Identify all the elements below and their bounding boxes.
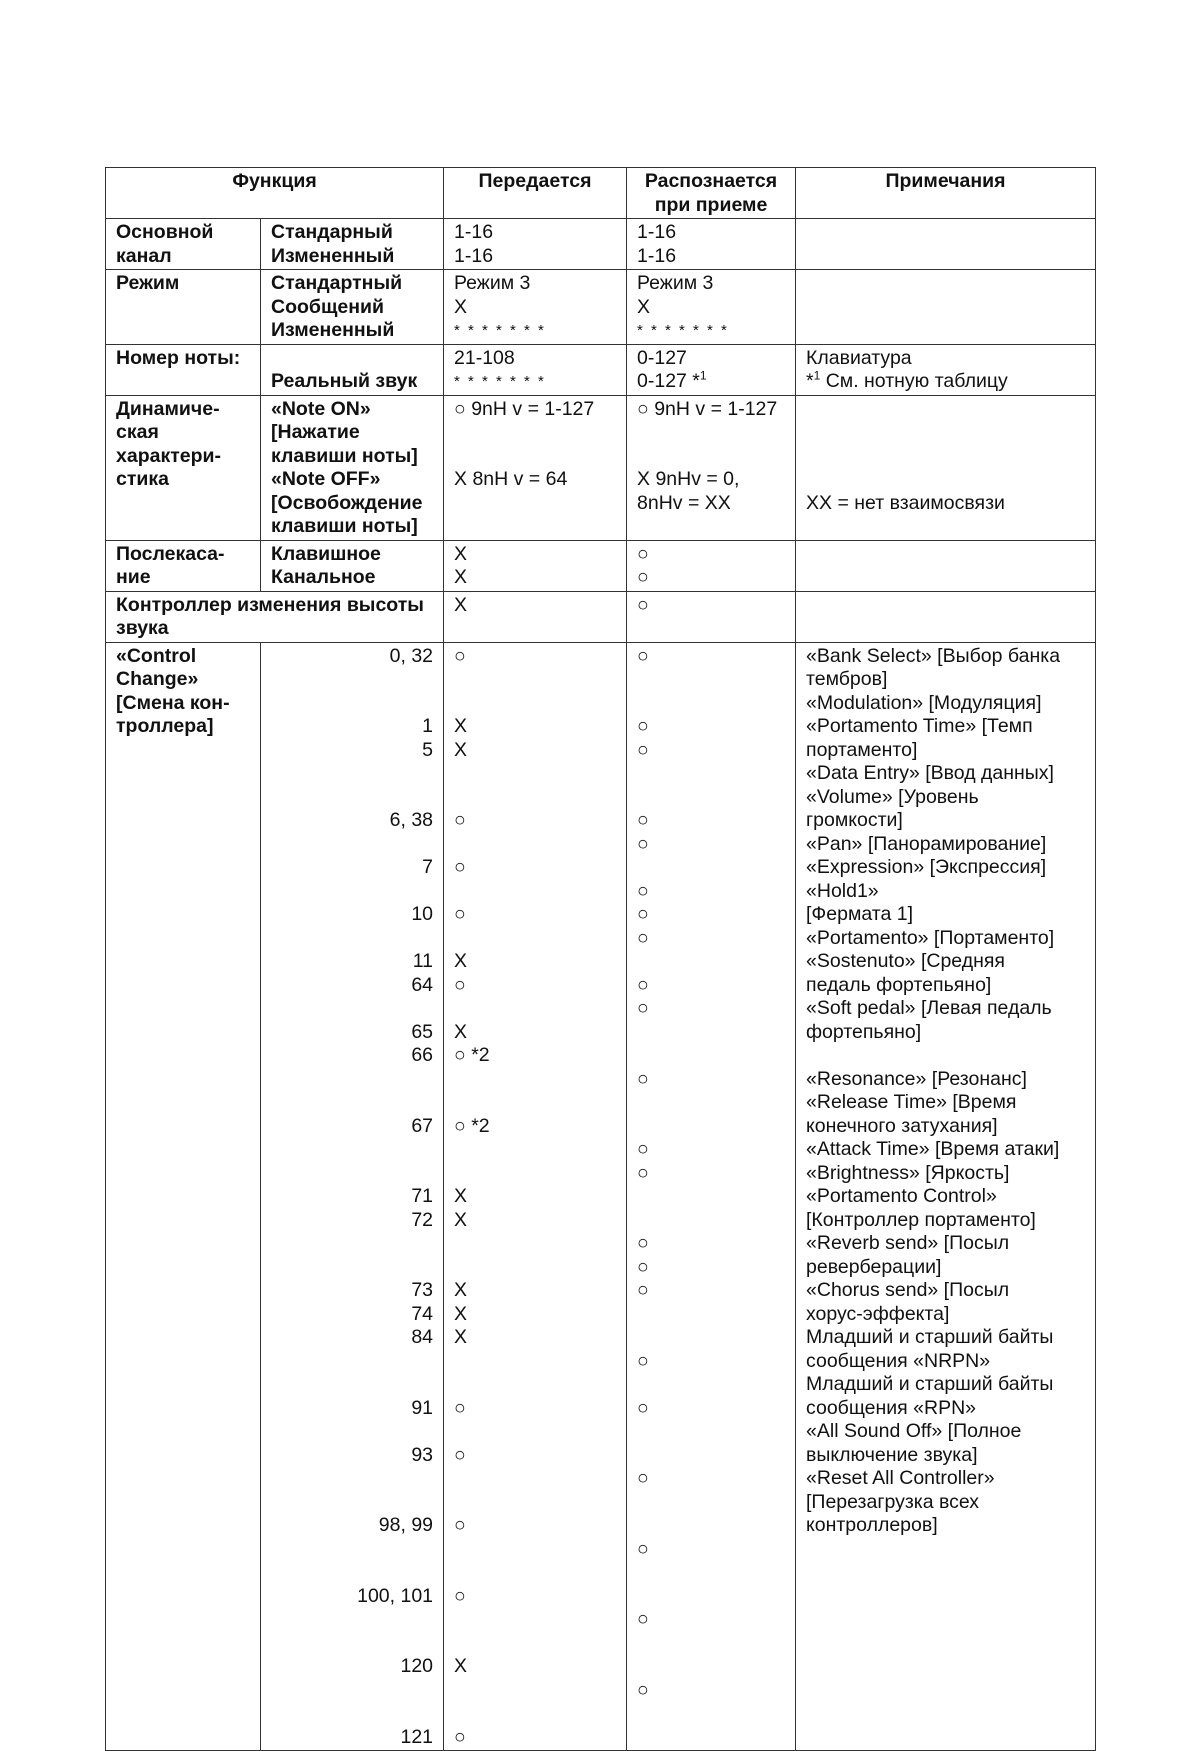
velocity-tx-off: X 8nH v = 64 xyxy=(454,468,568,490)
note-number-label: Номер ноты: xyxy=(106,344,261,395)
aftertouch-rx: ○ ○ xyxy=(627,540,796,591)
basic-channel-sub: Стандарный Измененный xyxy=(261,219,444,270)
aftertouch-tx: X X xyxy=(444,540,627,591)
note-number-remarks xyxy=(796,344,1096,395)
row-mode xyxy=(106,270,1096,345)
mode-rx-values: Режим 3 X xyxy=(637,272,714,318)
control-change-numbers: 0, 32 1 5 6, 38 7 10 11 64 65 66 67 71 72 73 74 84 91 93 98, 99 100, 101 120 121 xyxy=(261,642,444,1751)
velocity-tx-on: ○ 9nH v = 1-127 xyxy=(454,397,595,420)
note-number-tx-range: 21-108 xyxy=(454,346,515,369)
row-velocity xyxy=(106,395,1096,540)
row-aftertouch xyxy=(106,540,1096,591)
velocity-rx xyxy=(627,395,796,540)
note-number-rx-true: 0-127 *$^1$ xyxy=(637,368,707,392)
note-number-tx-stars: * * * * * * * xyxy=(454,373,546,390)
control-change-tx: ○ X X ○ ○ ○ X ○ X ○ *2 ○ *2 X X X X X ○ ○ ○ ○ X ○ xyxy=(444,642,627,1751)
velocity-remarks xyxy=(796,395,1096,540)
header-transmitted: Передается xyxy=(444,168,627,219)
mode-tx-values: Режим 3 X xyxy=(454,272,531,318)
control-change-remarks: «Bank Select» [Выбор банка тембров] «Modulation» [Модуляция] «Portamento Time» [Темп портаменто] «Data Entry» [Ввод данных] «Volume» [Уровень громкости] «Pan» [Панорамирование] «Expression» [Экспрессия] «Hold1» [Фермата 1] «Portamento» [Портаменто] «Sostenuto» [Средняя педаль фортепьяно] «Soft pedal» [Левая педаль фортепьяно] «Resonance» [Резонанс] «Release Time» [Время конечного затухания] «Attack Time» [Время атаки] «Brightness» [Яркость] «Portamento Control» [Контроллер портаменто] «Reverb send» [Посыл реверберации] «Chorus send» [Посыл хорус-эффекта] Младший и старший байты сообщения «NRPN» Младший и старший байты сообщения «RPN» «All Sound Off» [Полное выключение звука] «Reset All Controller» [Перезагрузка всех контроллеров] xyxy=(796,642,1096,1751)
note-number-remark-footnote: *$^1$ См. нотную таблицу xyxy=(806,368,1008,392)
pitch-bend-tx: X xyxy=(444,591,627,642)
mode-rx xyxy=(627,270,796,345)
mode-rx-stars: * * * * * * * xyxy=(637,322,729,339)
velocity-label: Динамиче- ская характери- стика xyxy=(106,395,261,540)
velocity-tx xyxy=(444,395,627,540)
header-row xyxy=(106,168,1096,219)
note-number-sub-cell xyxy=(261,344,444,395)
row-pitch-bend xyxy=(106,591,1096,642)
control-change-rx: ○ ○ ○ ○ ○ ○ ○ ○ ○ ○ ○ ○ ○ ○ ○ ○ ○ ○ ○ ○ ○ ○ xyxy=(627,642,796,1751)
basic-channel-label: Основной канал xyxy=(106,219,261,270)
aftertouch-sub: Клавишное Канальное xyxy=(261,540,444,591)
note-number-rx xyxy=(627,344,796,395)
aftertouch-remarks xyxy=(796,540,1096,591)
row-basic-channel xyxy=(106,219,1096,270)
note-number-remark-keyboard: Клавиатура xyxy=(806,346,912,369)
basic-channel-tx: 1-16 1-16 xyxy=(444,219,627,270)
row-control-change xyxy=(106,642,1096,1751)
mode-label: Режим xyxy=(106,270,261,345)
velocity-rx-off: X 9nHv = 0, 8nHv = XX xyxy=(637,468,740,514)
header-recognized: Распознается при приеме xyxy=(627,168,796,219)
velocity-sub: «Note ON» [Нажатие клавиши ноты] «Note OFF» [Освобождение клавиши ноты] xyxy=(261,395,444,540)
pitch-bend-label: Контроллер изменения высоты звука xyxy=(106,591,444,642)
mode-sub: Стандартный Сообщений Измененный xyxy=(261,270,444,345)
midi-table xyxy=(105,167,1096,1751)
header-remarks: Примечания xyxy=(796,168,1096,219)
mode-tx xyxy=(444,270,627,345)
velocity-remark: XX = нет взаимосвязи xyxy=(806,491,1005,514)
midi-implementation-chart xyxy=(105,167,1095,1751)
mode-tx-stars: * * * * * * * xyxy=(454,322,546,339)
control-change-label: «Control Change» [Смена кон- троллера] xyxy=(106,642,261,1751)
note-number-tx xyxy=(444,344,627,395)
row-note-number xyxy=(106,344,1096,395)
header-function: Функция xyxy=(106,168,444,219)
velocity-rx-on: ○ 9nH v = 1-127 xyxy=(637,397,778,420)
note-number-sub: Реальный звук xyxy=(271,370,418,392)
note-number-rx-range: 0-127 xyxy=(637,346,687,369)
aftertouch-label: Послекаса- ние xyxy=(106,540,261,591)
basic-channel-rx: 1-16 1-16 xyxy=(627,219,796,270)
pitch-bend-remarks xyxy=(796,591,1096,642)
mode-remarks xyxy=(796,270,1096,345)
basic-channel-remarks xyxy=(796,219,1096,270)
pitch-bend-rx: ○ xyxy=(627,591,796,642)
